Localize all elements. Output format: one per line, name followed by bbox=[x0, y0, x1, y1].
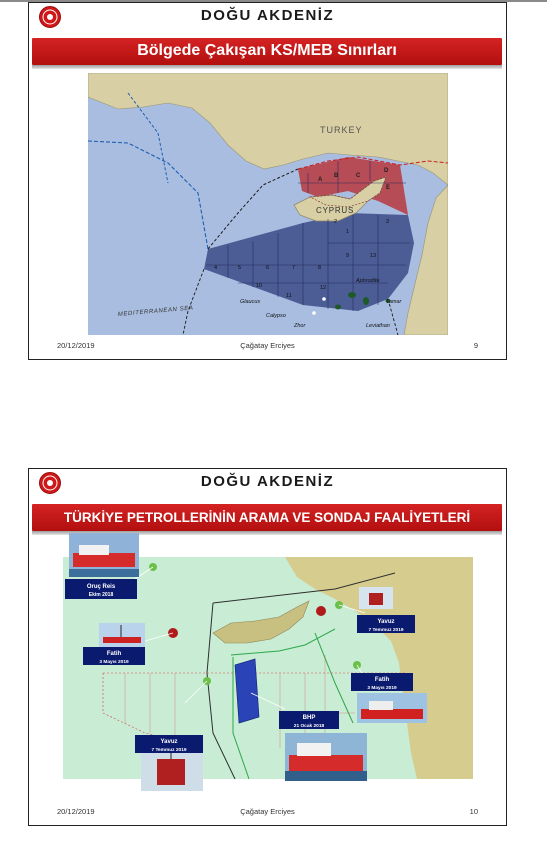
field-label: Leviathan bbox=[366, 323, 390, 329]
subtitle-bar bbox=[32, 38, 502, 65]
header-title: DOĞU AKDENİZ bbox=[200, 473, 335, 490]
block-letter: A bbox=[318, 177, 323, 183]
block-number: 7 bbox=[292, 265, 296, 271]
callout-ship-name: Oruç Reis bbox=[86, 584, 116, 590]
block-number: 13 bbox=[370, 253, 377, 259]
block-letter: E bbox=[386, 185, 391, 191]
slide-subtitle: Bölgede Çakışan KS/MEB Sınırları bbox=[137, 42, 397, 59]
slide-10 bbox=[28, 468, 507, 826]
block-number: 11 bbox=[286, 293, 292, 299]
callout-date: 3 Mayıs 2019 bbox=[99, 660, 129, 665]
block-number: 12 bbox=[320, 285, 327, 291]
field-label: Zhor bbox=[294, 323, 306, 329]
field-label: Tamar bbox=[386, 299, 402, 305]
footer-page-number: 10 bbox=[469, 807, 478, 816]
slide-subtitle: TÜRKİYE PETROLLERİNİN ARAMA VE SONDAJ FAALİYETLERİ bbox=[63, 510, 471, 525]
footer-page-number: 9 bbox=[473, 341, 478, 350]
block-number: 8 bbox=[318, 265, 322, 271]
footer-date: 20/12/2019 bbox=[57, 341, 95, 350]
block-number: 3 bbox=[386, 219, 390, 225]
block-number: 1 bbox=[346, 229, 350, 235]
callout-ship-name: Fatih bbox=[106, 651, 122, 657]
block-number: 9 bbox=[346, 253, 350, 259]
block-number: 2 bbox=[334, 219, 338, 225]
slide-9 bbox=[28, 2, 507, 360]
callout-ship-name: Yavuz bbox=[377, 619, 395, 625]
overlapping-boundaries-map bbox=[88, 73, 448, 335]
callout-ship-name: Fatih bbox=[374, 677, 390, 683]
callout-ship-name: BHP bbox=[302, 715, 316, 721]
callout-date: 3 Mayıs 2019 bbox=[367, 686, 397, 691]
block-number: 6 bbox=[266, 265, 270, 271]
subtitle-bar bbox=[32, 504, 502, 531]
callout-date: 7 Temmuz 2019 bbox=[151, 748, 187, 753]
header-title: DOĞU AKDENİZ bbox=[200, 7, 335, 24]
block-letter: D bbox=[384, 168, 389, 174]
callout-date: 21 Ocak 2018 bbox=[293, 724, 325, 729]
callout-date: Ekim 2018 bbox=[88, 592, 114, 598]
field-label: Aphrodite bbox=[356, 278, 380, 284]
field-label: Glaucus bbox=[240, 299, 261, 305]
block-number: 5 bbox=[238, 265, 242, 271]
footer-date: 20/12/2019 bbox=[57, 807, 95, 816]
cyprus-label: CYPRUS bbox=[316, 206, 355, 215]
footer-author: Çağatay Erciyes bbox=[240, 807, 295, 816]
block-number: 10 bbox=[256, 283, 263, 289]
callout-ship-name: Yavuz bbox=[160, 739, 178, 745]
block-number: 4 bbox=[214, 265, 218, 271]
exploration-activities-map bbox=[35, 533, 505, 805]
slide-header bbox=[29, 469, 506, 497]
turkey-label: TURKEY bbox=[320, 125, 363, 135]
sea-label: MEDITERRANEAN SEA bbox=[117, 305, 194, 318]
callout-date: 7 Temmuz 2019 bbox=[368, 628, 404, 633]
footer-author: Çağatay Erciyes bbox=[240, 341, 295, 350]
block-letter: B bbox=[334, 173, 339, 179]
slide-header bbox=[29, 3, 506, 31]
block-letter: C bbox=[356, 173, 361, 179]
field-label: Calypso bbox=[266, 313, 286, 319]
